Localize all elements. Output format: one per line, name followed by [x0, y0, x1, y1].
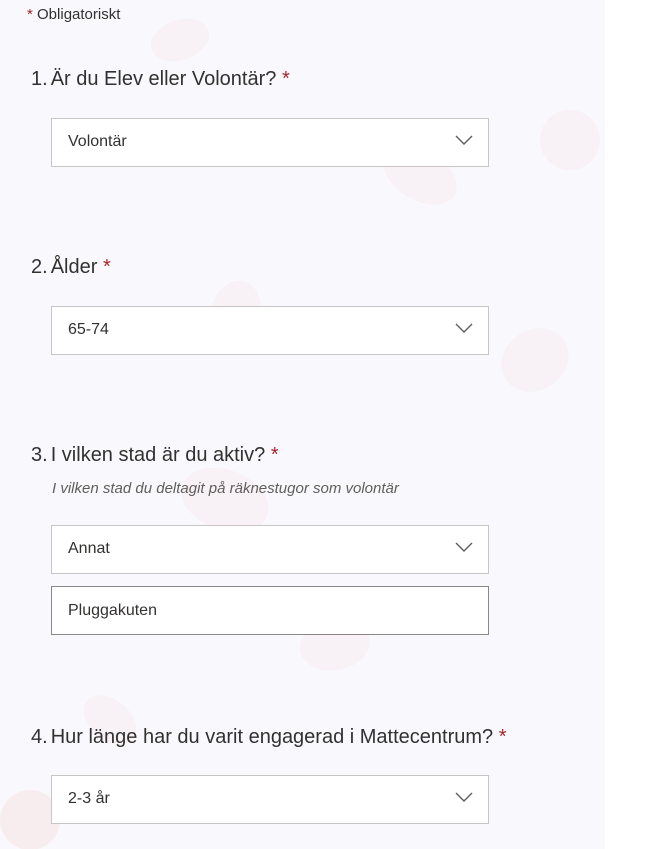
question-text: Ålder — [50, 256, 98, 278]
required-asterisk: * — [281, 68, 290, 90]
question-text: I vilken stad är du aktiv? — [50, 444, 266, 466]
question-3-other-input[interactable] — [52, 587, 488, 634]
required-asterisk: * — [270, 444, 279, 466]
question-number: 1. — [31, 68, 48, 90]
question-4-dropdown[interactable] — [51, 775, 489, 824]
required-asterisk: * — [27, 6, 33, 23]
required-note-text: Obligatoriskt — [37, 6, 121, 23]
question-number: 4. — [31, 726, 48, 748]
question-1-title — [31, 68, 290, 91]
dropdown-selected-value: 2-3 år — [68, 790, 110, 807]
background-decoration — [489, 315, 581, 404]
dropdown-selected-value: Volontär — [68, 133, 127, 150]
dropdown-selected-value: Annat — [68, 540, 110, 557]
required-note — [27, 6, 120, 23]
question-3-other-input-box — [51, 586, 489, 635]
question-number: 2. — [31, 256, 48, 278]
chevron-down-icon — [454, 133, 474, 147]
question-4-title — [31, 726, 507, 749]
question-3-title — [31, 444, 279, 467]
question-text: Är du Elev eller Volontär? — [50, 68, 277, 90]
question-number: 3. — [31, 444, 48, 466]
background-decoration — [145, 11, 215, 69]
question-text: Hur länge har du varit engagerad i Mattecentrum? — [50, 726, 494, 748]
chevron-down-icon — [454, 321, 474, 335]
required-asterisk: * — [102, 256, 111, 278]
chevron-down-icon — [454, 790, 474, 804]
background-decoration — [530, 100, 605, 180]
question-3-subtitle: I vilken stad du deltagit på räknestugor som volontär — [52, 480, 399, 497]
question-2-title — [31, 256, 111, 279]
dropdown-selected-value: 65-74 — [68, 321, 109, 338]
question-1-dropdown[interactable] — [51, 118, 489, 167]
question-2-dropdown[interactable] — [51, 306, 489, 355]
question-3-dropdown[interactable] — [51, 525, 489, 574]
chevron-down-icon — [454, 540, 474, 554]
required-asterisk: * — [498, 726, 507, 748]
